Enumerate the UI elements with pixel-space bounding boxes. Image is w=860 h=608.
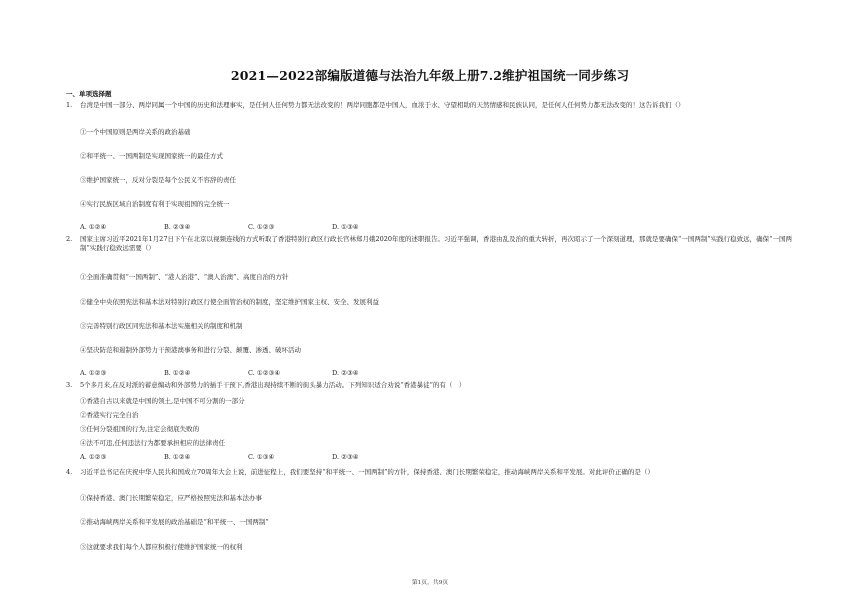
question-2-option: ③完善特别行政区同宪法和基本法实施相关的制度和机制 bbox=[80, 322, 243, 330]
question-3-option: ③任何分裂祖国的行为,注定会彻底失败的 bbox=[80, 425, 200, 433]
question-1-choices bbox=[80, 223, 416, 231]
choice-a: A. ①②④ bbox=[80, 223, 107, 231]
question-2-choices bbox=[80, 369, 416, 377]
choice-c: C. ①②③④ bbox=[248, 369, 281, 377]
question-4-option: ①保持香港、澳门长期繁荣稳定，应严格按照宪法和基本法办事 bbox=[80, 494, 262, 502]
question-number: 1. bbox=[66, 101, 73, 109]
question-number: 4. bbox=[66, 468, 73, 476]
question-3-option: ④法不可违,任何违法行为都要承担相应的法律责任 bbox=[80, 439, 226, 447]
question-1-option: ①一个中国原则是两岸关系的政治基础 bbox=[80, 128, 191, 136]
question-number: 2. bbox=[66, 235, 73, 243]
page-title: 2021—2022部编版道德与法治九年级上册7.2维护祖国统一同步练习 bbox=[230, 68, 630, 83]
question-3-option: ①香港自古以来就是中国的领土,是中国不可分割的一部分 bbox=[80, 397, 245, 405]
question-4-stem: 4. 习近平总书记在庆祝中华人民共和国成立70周年大会上说，前进征程上，我们要坚持“和平统一、一国两制”的方针，保持香港、澳门长期繁荣稳定，推动海峡两岸关系和平发展。对此评价正确的是（） bbox=[66, 468, 654, 476]
question-2-option: ④坚决防范和遏制外部势力干预港澳事务和进行分裂、颠覆、渗透、破坏活动 bbox=[80, 346, 301, 354]
question-4-option: ③这就要求我们每个人都应积极行使维护国家统一的权利 bbox=[80, 543, 243, 551]
choice-c: C. ①②③ bbox=[248, 223, 275, 231]
question-1-option: ④实行民族区域自治制度有利于实现祖国的完全统一 bbox=[80, 200, 230, 208]
question-3-option: ②香港实行完全自治 bbox=[80, 411, 139, 419]
choice-b: B. ②③④ bbox=[164, 223, 191, 231]
question-2-option: ①全面准确贯彻“一国两制”、“港人治港”、“澳人治澳”、高度自治的方针 bbox=[80, 273, 289, 281]
page-footer: 第1页，共9页 bbox=[411, 580, 449, 586]
choice-d: D. ②③④ bbox=[332, 369, 359, 377]
choice-c: C. ①③④ bbox=[248, 453, 275, 461]
question-3-choices bbox=[80, 453, 416, 461]
question-4-option: ②推动海峡两岸关系和平发展的政治基础是“和平统一、一国两制” bbox=[80, 518, 269, 526]
choice-b: B. ①②④ bbox=[164, 453, 191, 461]
question-3-stem: 3. 5个多月来,在反对派的蓄意煽动和外部势力的插手干预下,香港出现持续不断的街头暴力活动。下列知识适合劝说“香港暴徒”的有（ ） bbox=[66, 381, 466, 389]
choice-d: D. ①③④ bbox=[332, 223, 359, 231]
question-1-option: ③维护国家统一，反对分裂是每个公民义不容辞的责任 bbox=[80, 176, 236, 184]
section-heading: 一、单项选择题 bbox=[66, 90, 112, 98]
choice-a: A. ①②③ bbox=[80, 369, 107, 377]
choice-d: D. ②③④ bbox=[332, 453, 359, 461]
question-1-option: ②和平统一、一国两制是实现国家统一的最佳方式 bbox=[80, 152, 223, 160]
question-number: 3. bbox=[66, 381, 73, 389]
choice-b: B. ①②④ bbox=[164, 369, 191, 377]
question-2-option: ②健全中央依照宪法和基本法对特别行政区行使全面管治权的制度，坚定维护国家主权、安全、发展利益 bbox=[80, 298, 379, 306]
question-1-stem: 1. 台湾是中国一部分、两岸同属一个中国的历史和法理事实，是任何人任何势力都无法改变的！两岸同胞都是中国人，血浓于水、守望相助的天然情感和民族认同，是任何人任何势力都无法改变的！这告诉我们（） bbox=[66, 101, 685, 109]
question-2-stem: 2. 国家主席习近平2021年1月27日下午在北京以视频连线的方式听取了香港特别行政区行政长官林郑月娥2020年度的述职报告。习近平强调，香港由乱及治的重大转折，再次昭示了一个深刻道理，那就是要确保“一国两制”实践行稳致远，确保“一国两制”实践行稳致远需要（） bbox=[66, 235, 792, 253]
choice-a: A. ①②③ bbox=[80, 453, 107, 461]
